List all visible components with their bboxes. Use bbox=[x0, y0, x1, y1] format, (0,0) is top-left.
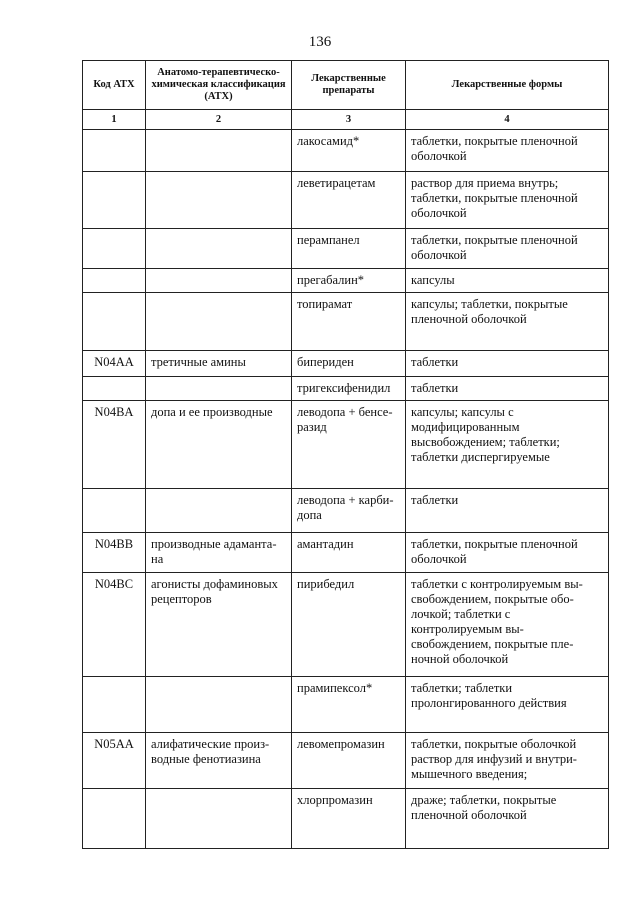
table-row bbox=[83, 172, 609, 229]
drug-cell: тригексифенидил bbox=[292, 377, 406, 401]
drug-cell: леводопа + карби-допа bbox=[292, 489, 406, 533]
atx-code-cell bbox=[83, 293, 146, 351]
table-row bbox=[83, 533, 609, 573]
forms-cell: таблетки; таблетки пролонгированного действия bbox=[406, 677, 609, 733]
table-row bbox=[83, 229, 609, 269]
atx-code-cell bbox=[83, 229, 146, 269]
header-classification: Анатомо-терапевтическо-химическая классификация (АТХ) bbox=[146, 61, 292, 110]
forms-cell: капсулы; таблетки, покрытые пленочной оболочкой bbox=[406, 293, 609, 351]
forms-cell: таблетки с контролируемым вы-свобождением, покрытые обо-лочкой; таблетки с контролируемым вы-свобождением, покрытые пле-ночной оболочкой bbox=[406, 573, 609, 677]
atx-code-cell bbox=[83, 489, 146, 533]
table-row bbox=[83, 293, 609, 351]
table-row bbox=[83, 130, 609, 172]
forms-cell: таблетки bbox=[406, 351, 609, 377]
atx-code-cell: N04BA bbox=[83, 401, 146, 489]
forms-cell: таблетки, покрытые пленочной оболочкой bbox=[406, 130, 609, 172]
table-row bbox=[83, 573, 609, 677]
table-body bbox=[83, 130, 609, 849]
classification-cell: производные адаманта-на bbox=[146, 533, 292, 573]
drug-cell: перампанел bbox=[292, 229, 406, 269]
forms-cell: таблетки bbox=[406, 377, 609, 401]
classification-cell bbox=[146, 130, 292, 172]
table-row bbox=[83, 789, 609, 849]
header-row bbox=[83, 61, 609, 110]
table-row bbox=[83, 269, 609, 293]
forms-cell: раствор для приема внутрь; таблетки, покрытые пленочной оболочкой bbox=[406, 172, 609, 229]
classification-cell: алифатические произ-водные фенотиазина bbox=[146, 733, 292, 789]
forms-cell: драже; таблетки, покрытые пленочной оболочкой bbox=[406, 789, 609, 849]
table-row bbox=[83, 377, 609, 401]
drug-cell: прегабалин* bbox=[292, 269, 406, 293]
classification-cell bbox=[146, 489, 292, 533]
atx-code-cell bbox=[83, 269, 146, 293]
atx-table bbox=[82, 60, 609, 849]
table-row bbox=[83, 401, 609, 489]
drug-cell: бипериден bbox=[292, 351, 406, 377]
forms-cell: таблетки, покрытые пленочной оболочкой bbox=[406, 533, 609, 573]
forms-cell: таблетки, покрытые пленочной оболочкой bbox=[406, 229, 609, 269]
atx-code-cell: N05AA bbox=[83, 733, 146, 789]
forms-cell: капсулы bbox=[406, 269, 609, 293]
table-row bbox=[83, 489, 609, 533]
table-row bbox=[83, 733, 609, 789]
column-number: 1 bbox=[83, 110, 146, 130]
classification-cell: допа и ее производные bbox=[146, 401, 292, 489]
drug-cell: левомепромазин bbox=[292, 733, 406, 789]
atx-code-cell: N04AA bbox=[83, 351, 146, 377]
drug-cell: леводопа + бенсе-разид bbox=[292, 401, 406, 489]
classification-cell bbox=[146, 229, 292, 269]
drug-cell: лакосамид* bbox=[292, 130, 406, 172]
table-row bbox=[83, 677, 609, 733]
header-code: Код АТХ bbox=[83, 61, 146, 110]
drug-cell: леветирацетам bbox=[292, 172, 406, 229]
column-number: 4 bbox=[406, 110, 609, 130]
atx-code-cell: N04BB bbox=[83, 533, 146, 573]
forms-cell: таблетки bbox=[406, 489, 609, 533]
classification-cell bbox=[146, 172, 292, 229]
classification-cell: агонисты дофаминовых рецепторов bbox=[146, 573, 292, 677]
classification-cell: третичные амины bbox=[146, 351, 292, 377]
column-number-row bbox=[83, 110, 609, 130]
table-row bbox=[83, 351, 609, 377]
atx-code-cell bbox=[83, 130, 146, 172]
classification-cell bbox=[146, 377, 292, 401]
drug-cell: топирамат bbox=[292, 293, 406, 351]
atx-code-cell bbox=[83, 677, 146, 733]
header-drugs: Лекарственные препараты bbox=[292, 61, 406, 110]
forms-cell: капсулы; капсулы с модифицированным высвобождением; таблетки; таблетки диспергируемые bbox=[406, 401, 609, 489]
atx-code-cell bbox=[83, 789, 146, 849]
page-number: 136 bbox=[308, 34, 332, 50]
classification-cell bbox=[146, 269, 292, 293]
forms-cell: таблетки, покрытые оболочкой раствор для инфузий и внутри-мышечного введения; bbox=[406, 733, 609, 789]
classification-cell bbox=[146, 677, 292, 733]
classification-cell bbox=[146, 293, 292, 351]
drug-cell: хлорпромазин bbox=[292, 789, 406, 849]
atx-code-cell bbox=[83, 377, 146, 401]
drug-cell: амантадин bbox=[292, 533, 406, 573]
drug-cell: прамипексол* bbox=[292, 677, 406, 733]
atx-code-cell: N04BC bbox=[83, 573, 146, 677]
header-forms: Лекарственные формы bbox=[406, 61, 609, 110]
column-number: 2 bbox=[146, 110, 292, 130]
atx-code-cell bbox=[83, 172, 146, 229]
column-number: 3 bbox=[292, 110, 406, 130]
classification-cell bbox=[146, 789, 292, 849]
drug-cell: пирибедил bbox=[292, 573, 406, 677]
